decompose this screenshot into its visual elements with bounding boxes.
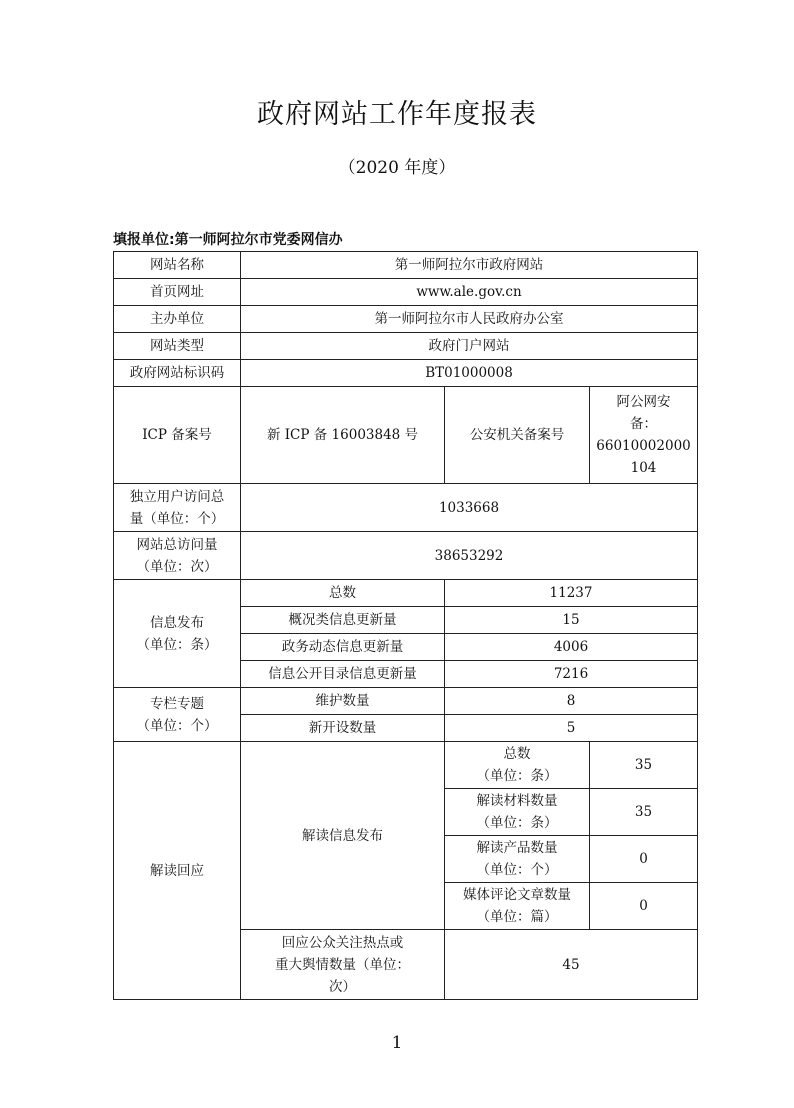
columns-label xyxy=(114,688,241,742)
label-line: 网站总访问量 xyxy=(136,536,218,553)
icp-value: 新 ICP 备 16003848 号 xyxy=(241,387,445,484)
interpretation-item-label xyxy=(445,742,590,789)
police-record-line: 备： xyxy=(630,416,657,432)
columns-item-value: 5 xyxy=(445,715,698,742)
info-publish-item-label: 概况类信息更新量 xyxy=(241,607,445,634)
label-line: 回应公众关注热点或 xyxy=(281,934,404,951)
page-title: 政府网站工作年度报表 xyxy=(257,99,537,130)
total-visits-label xyxy=(114,532,241,580)
label-line: （单位：篇） xyxy=(476,909,558,925)
columns-item-label: 维护数量 xyxy=(241,688,445,715)
interpretation-item-value: 0 xyxy=(590,883,698,930)
label-line: （单位：次） xyxy=(136,558,218,575)
info-publish-item-value: 7216 xyxy=(445,661,698,688)
label-line: 解读产品数量 xyxy=(476,840,558,856)
site-type-label: 网站类型 xyxy=(114,333,241,360)
table-row xyxy=(114,387,698,484)
table-row xyxy=(114,306,698,333)
info-publish-item-value: 11237 xyxy=(445,580,698,607)
interpretation-item-value: 35 xyxy=(590,789,698,836)
label-line: （单位：个） xyxy=(476,862,558,878)
reporting-unit: 填报单位:第一师阿拉尔市党委网信办 xyxy=(113,232,343,248)
total-visits-value: 38653292 xyxy=(241,532,698,580)
site-name-label: 网站名称 xyxy=(114,252,241,279)
label-line: 独立用户访问总 xyxy=(129,488,225,505)
icp-label: ICP 备案号 xyxy=(114,387,241,484)
label-line: 专栏专题 xyxy=(150,695,204,712)
sponsor-label: 主办单位 xyxy=(114,306,241,333)
columns-item-label: 新开设数量 xyxy=(241,715,445,742)
homepage-value: www.ale.gov.cn xyxy=(241,279,698,306)
police-record-line: 104 xyxy=(630,460,657,476)
table-row xyxy=(114,580,698,607)
label-line: （单位：条） xyxy=(476,768,558,784)
label-line: （单位：条） xyxy=(476,815,558,831)
interpretation-item-label xyxy=(445,883,590,930)
info-publish-item-label: 总数 xyxy=(241,580,445,607)
site-id-value: BT01000008 xyxy=(241,360,698,387)
homepage-label: 首页网址 xyxy=(114,279,241,306)
info-publish-item-label: 政务动态信息更新量 xyxy=(241,634,445,661)
unique-visitors-label xyxy=(114,484,241,532)
label-line: 总数 xyxy=(503,746,531,762)
info-publish-item-label: 信息公开目录信息更新量 xyxy=(241,661,445,688)
table-row xyxy=(114,252,698,279)
police-record-value xyxy=(590,387,698,484)
info-publish-item-value: 15 xyxy=(445,607,698,634)
table-row xyxy=(114,484,698,532)
table-row xyxy=(114,532,698,580)
report-year: （2020 年度） xyxy=(338,158,456,178)
public-response-value: 45 xyxy=(445,930,698,1000)
label-line: 媒体评论文章数量 xyxy=(463,887,571,903)
site-name-value: 第一师阿拉尔市政府网站 xyxy=(241,252,698,279)
label-line: （单位：条） xyxy=(136,636,218,653)
table-row xyxy=(114,333,698,360)
table-row xyxy=(114,742,698,789)
interpretation-item-label xyxy=(445,789,590,836)
info-publish-item-value: 4006 xyxy=(445,634,698,661)
label-line: 重大舆情数量（单位： xyxy=(275,956,410,973)
interpretation-item-value: 0 xyxy=(590,836,698,883)
police-record-line: 阿公网安 xyxy=(616,394,671,410)
table-row xyxy=(114,360,698,387)
police-record-line: 66010002000 xyxy=(596,438,691,454)
page-number: 1 xyxy=(391,1033,403,1053)
report-table xyxy=(113,251,698,1000)
site-type-value: 政府门户网站 xyxy=(241,333,698,360)
interpretation-item-value: 35 xyxy=(590,742,698,789)
sponsor-value: 第一师阿拉尔市人民政府办公室 xyxy=(241,306,698,333)
interpretation-label: 解读回应 xyxy=(114,742,241,1000)
label-line: 量（单位：个） xyxy=(129,510,225,527)
label-line: 信息发布 xyxy=(150,614,204,631)
police-record-label: 公安机关备案号 xyxy=(445,387,590,484)
columns-item-value: 8 xyxy=(445,688,698,715)
table-row xyxy=(114,688,698,715)
interpretation-publish-label: 解读信息发布 xyxy=(241,742,445,930)
label-line: 次） xyxy=(329,978,356,995)
public-response-label xyxy=(241,930,445,1000)
label-line: 解读材料数量 xyxy=(476,793,558,809)
unique-visitors-value: 1033668 xyxy=(241,484,698,532)
label-line: （单位：个） xyxy=(136,717,218,734)
interpretation-item-label xyxy=(445,836,590,883)
table-row xyxy=(114,279,698,306)
site-id-label: 政府网站标识码 xyxy=(114,360,241,387)
info-publish-label xyxy=(114,580,241,688)
